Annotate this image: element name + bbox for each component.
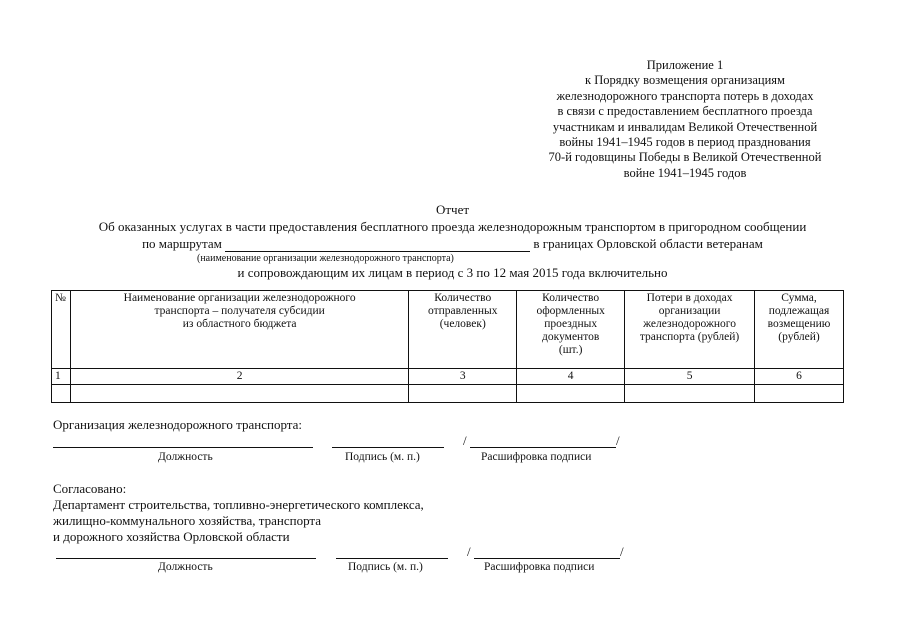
organization-label: Организация железнодорожного транспорта: (53, 417, 302, 432)
number-cell: 5 (625, 369, 755, 385)
table-row (52, 385, 844, 403)
decode-caption: Расшифровка подписи (484, 561, 595, 573)
header-cell-losses (625, 291, 755, 369)
header-cell-documents-count (517, 291, 625, 369)
header-text: № (55, 292, 66, 304)
report-title: Отчет (435, 202, 470, 217)
number-cell: 3 (409, 369, 517, 385)
number-cell: 6 (755, 369, 844, 385)
report-line-2-prefix: по маршрутам (142, 236, 222, 251)
header-text: подлежащая (768, 305, 830, 317)
slash-close: / (616, 433, 620, 448)
header-text: транспорта (рублей) (639, 331, 740, 343)
number-cell: 2 (70, 369, 408, 385)
position-caption: Должность (158, 451, 213, 463)
signature-caption: Подпись (м. п.) (345, 451, 420, 463)
table-header-row (52, 291, 844, 369)
position-caption: Должность (158, 561, 213, 573)
header-cell-compensation (755, 291, 844, 369)
position-line[interactable] (56, 558, 316, 559)
appendix-line: Приложение 1 (646, 58, 724, 72)
appendix-line: в связи с предоставлением бесплатного проезда (557, 104, 813, 119)
signature-caption: Подпись (м. п.) (348, 561, 423, 573)
decode-line[interactable] (470, 447, 616, 448)
header-text: проездных (544, 318, 598, 330)
decode-caption: Расшифровка подписи (481, 451, 592, 463)
header-cell-organization (70, 291, 408, 369)
header-text: (рублей) (778, 331, 820, 343)
number-cell: 1 (52, 369, 71, 385)
header-text: транспорта – получателя субсидии (154, 305, 325, 317)
department-line: Департамент строительства, топливно-энергетического комплекса, (53, 497, 424, 512)
decode-line[interactable] (474, 558, 620, 559)
table-cell[interactable] (517, 385, 625, 403)
slash-close: / (620, 544, 624, 559)
header-cell-number (52, 291, 71, 369)
table-cell[interactable] (625, 385, 755, 403)
appendix-line: 70-й годовщины Победы в Великой Отечественной (548, 150, 822, 165)
department-line: и дорожного хозяйства Орловской области (53, 529, 290, 544)
blank-caption: (наименование организации железнодорожного транспорта) (197, 253, 454, 264)
header-text: возмещению (767, 318, 831, 330)
header-text: Сумма, (781, 292, 817, 304)
table-number-row (52, 369, 844, 385)
header-text: Количество (434, 292, 492, 304)
header-text: железнодорожного (643, 318, 736, 330)
header-text: Наименование организации железнодорожного (123, 292, 356, 304)
number-cell: 4 (517, 369, 625, 385)
position-line[interactable] (53, 447, 313, 448)
appendix-header (495, 58, 875, 181)
table-cell[interactable] (70, 385, 408, 403)
appendix-line: войне 1941–1945 годов (623, 165, 747, 180)
header-text: Количество (542, 292, 600, 304)
header-text: оформленных (536, 305, 605, 317)
organization-blank-field[interactable] (225, 235, 530, 252)
header-text: (шт.) (558, 344, 583, 356)
signature-line[interactable] (332, 447, 444, 448)
appendix-line: железнодорожного транспорта потерь в доходах (556, 88, 814, 103)
appendix-line: участникам и инвалидам Великой Отечественной (552, 119, 818, 134)
table-cell[interactable] (409, 385, 517, 403)
appendix-line: к Порядку возмещения организациям (585, 73, 785, 88)
report-line-2-suffix: в границах Орловской области ветеранам (533, 236, 763, 251)
report-line-1: Об оказанных услугах в части предоставления бесплатного проезда железнодорожным транспортом в пригородном сообщении (98, 219, 807, 234)
slash-open: / (463, 433, 467, 448)
agreed-label: Согласовано: (53, 481, 127, 496)
header-cell-sent-count (409, 291, 517, 369)
report-line-2 (0, 235, 905, 252)
table-cell[interactable] (52, 385, 71, 403)
header-text: организации (658, 305, 721, 317)
header-text: документов (542, 331, 600, 343)
header-text: отправленных (427, 305, 498, 317)
signature-line[interactable] (336, 558, 448, 559)
report-table (51, 290, 844, 403)
header-text: (человек) (439, 318, 486, 330)
department-line: жилищно-коммунального хозяйства, транспорта (53, 513, 322, 528)
table-cell[interactable] (755, 385, 844, 403)
slash-open: / (467, 544, 471, 559)
header-text: Потери в доходах (646, 292, 733, 304)
appendix-line: войны 1941–1945 годов в период празднования (559, 135, 811, 150)
header-text: из областного бюджета (182, 318, 297, 330)
report-line-3: и сопровождающим их лицам в период с 3 по 12 мая 2015 года включительно (237, 265, 668, 280)
